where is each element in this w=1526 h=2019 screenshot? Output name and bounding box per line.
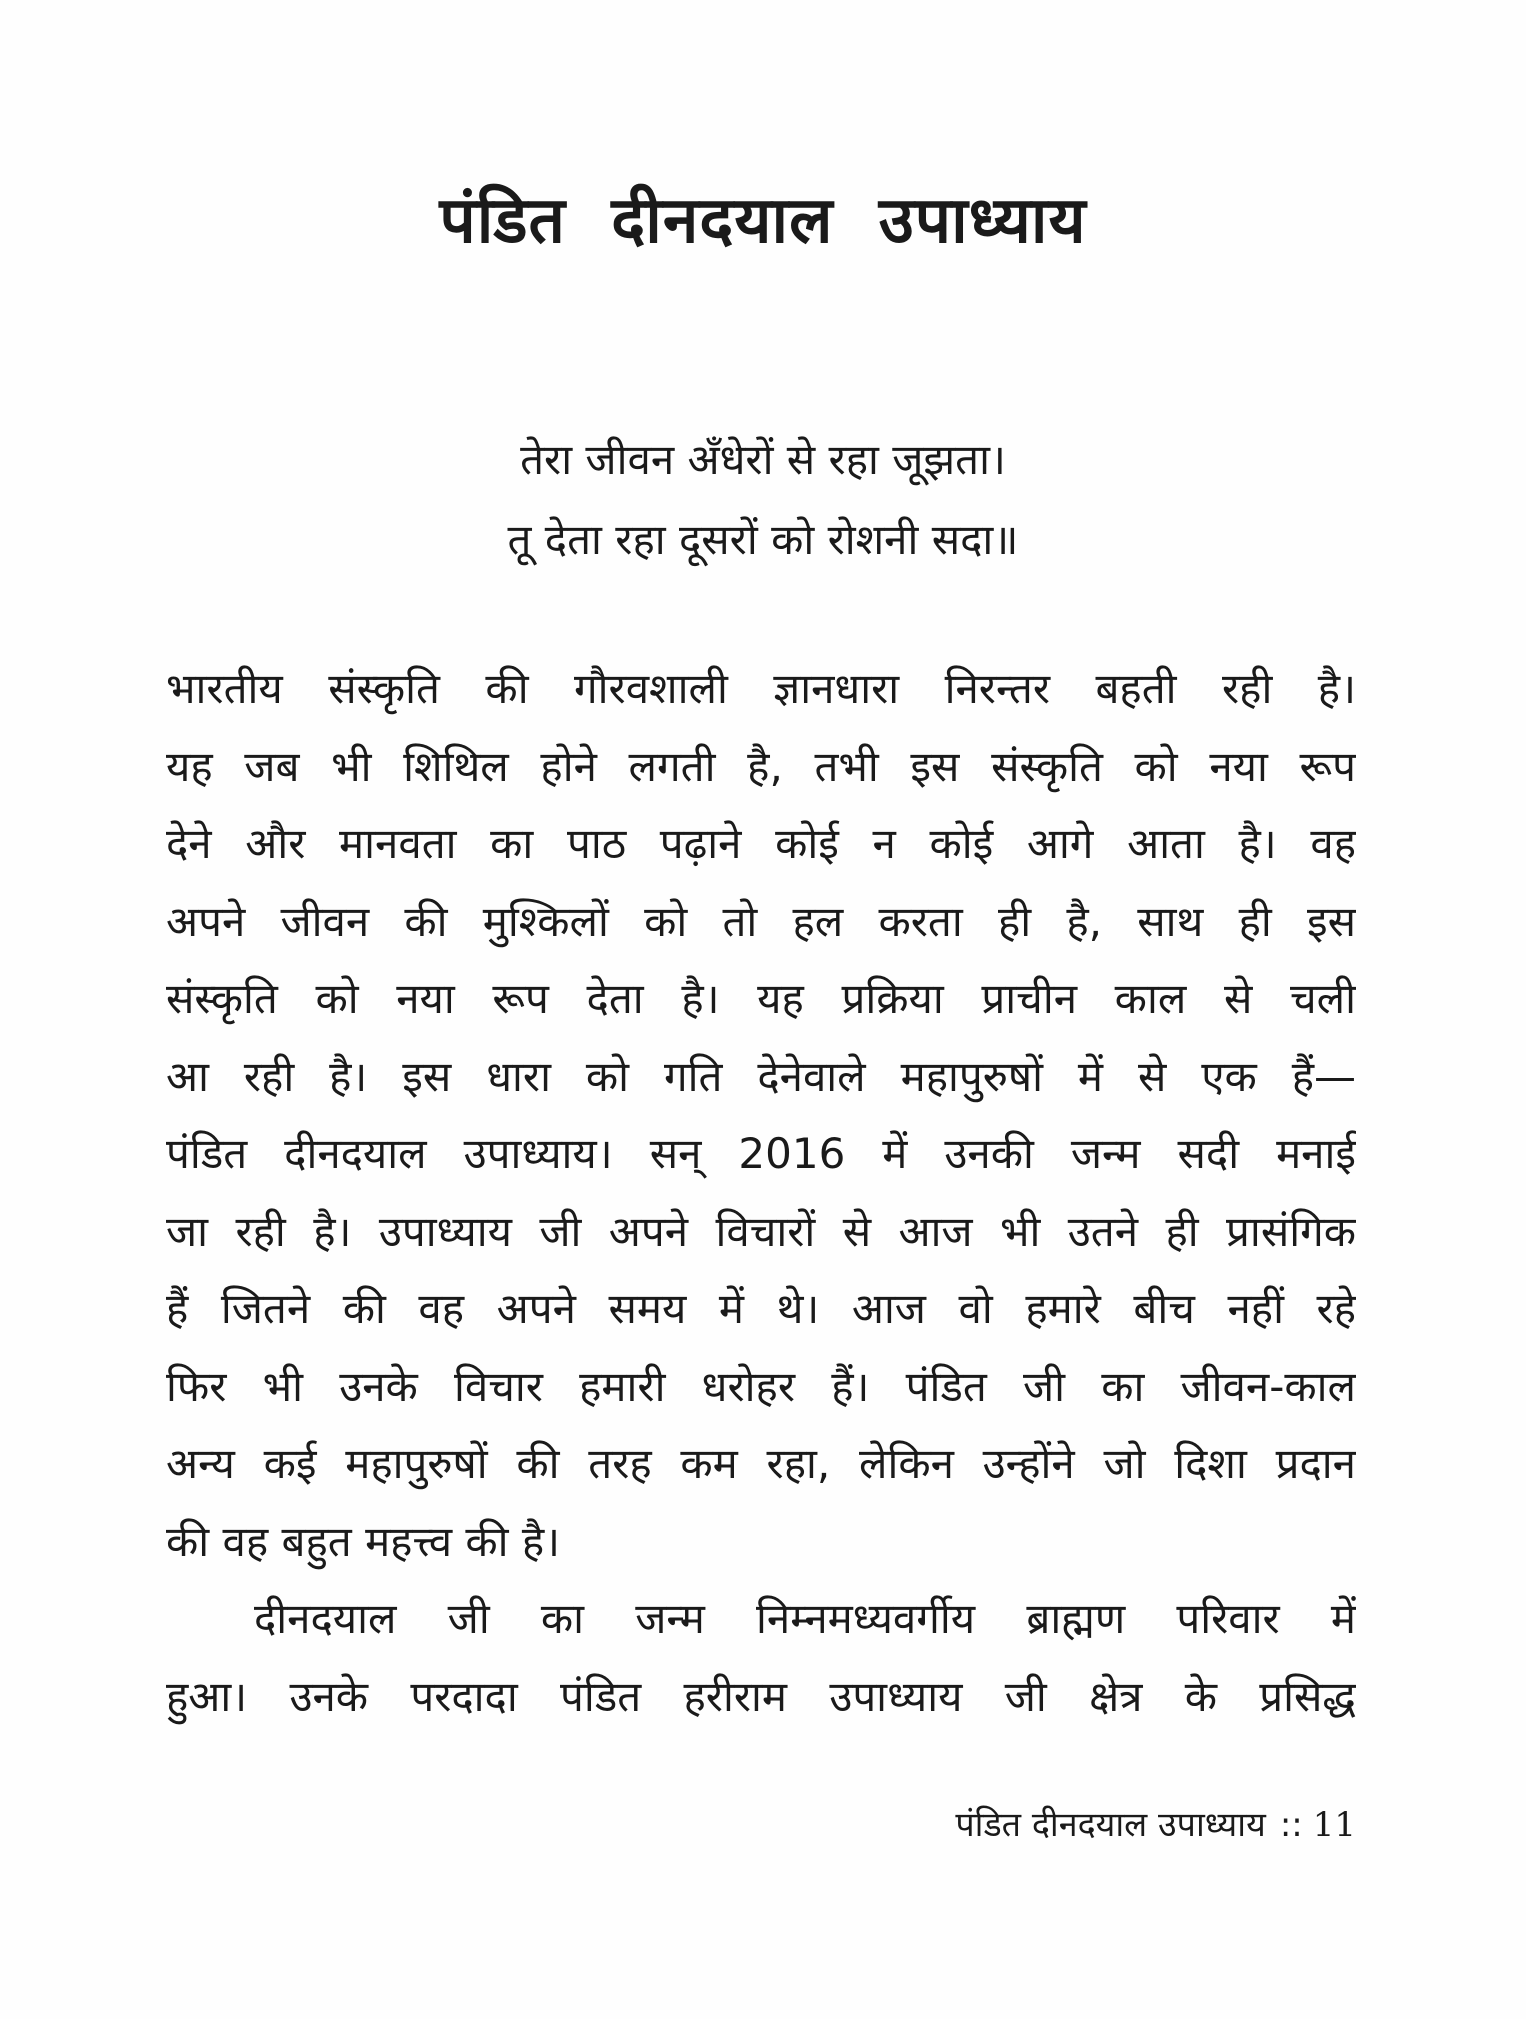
text-line: अपने जीवन की मुश्किलों को तो हल करता ही है, साथ ही इस xyxy=(166,896,1356,946)
text-line: जा रही है। उपाध्याय जी अपने विचारों से आज भी उतने ही प्रासंगिक xyxy=(166,1206,1356,1256)
page-footer xyxy=(955,1800,1356,1850)
couplet-line-1: तेरा जीवन अँधेरों से रहा जूझता। xyxy=(520,435,1006,484)
opening-couplet xyxy=(0,420,1526,580)
text-line: आ रही है। इस धारा को गति देनेवाले महापुरुषों में से एक हैं— xyxy=(166,1051,1356,1101)
text-line: पंडित दीनदयाल उपाध्याय। सन् 2016 में उनकी जन्म सदी मनाई xyxy=(166,1129,1356,1178)
text-line: हुआ। उनके परदादा पंडित हरीराम उपाध्याय जी क्षेत्र के प्रसिद्ध xyxy=(166,1671,1356,1721)
page-number: 11 xyxy=(1312,1805,1356,1845)
text-line: फिर भी उनके विचार हमारी धरोहर हैं। पंडित जी का जीवन-काल xyxy=(166,1361,1356,1411)
chapter-title: पंडित दीनदयाल उपाध्याय xyxy=(439,183,1087,258)
paragraph-2 xyxy=(166,1580,1356,1735)
text-line: भारतीय संस्कृति की गौरवशाली ज्ञानधारा निरन्तर बहती रही है। xyxy=(166,664,1356,713)
text-line: अन्य कई महापुरुषों की तरह कम रहा, लेकिन उन्होंने जो दिशा प्रदान xyxy=(166,1439,1356,1488)
body-text xyxy=(166,650,1356,1735)
couplet-line-2: तू देता रहा दूसरों को रोशनी सदा॥ xyxy=(507,515,1019,564)
running-title: पंडित दीनदयाल उपाध्याय xyxy=(955,1805,1266,1845)
text-line: की वह बहुत महत्त्व की है। xyxy=(166,1516,561,1566)
text-line: देने और मानवता का पाठ पढ़ाने कोई न कोई आगे आता है। वह xyxy=(166,819,1356,868)
text-line: दीनदयाल जी का जन्म निम्नमध्यवर्गीय ब्राह्मण परिवार में xyxy=(254,1594,1356,1643)
paragraph-1 xyxy=(166,650,1356,1580)
text-line: संस्कृति को नया रूप देता है। यह प्रक्रिया प्राचीन काल से चली xyxy=(166,974,1356,1023)
footer-separator: :: xyxy=(1279,1805,1303,1845)
text-line: हैं जितने की वह अपने समय में थे। आज वो हमारे बीच नहीं रहे xyxy=(166,1284,1356,1333)
text-line: यह जब भी शिथिल होने लगती है, तभी इस संस्कृति को नया रूप xyxy=(166,741,1356,791)
